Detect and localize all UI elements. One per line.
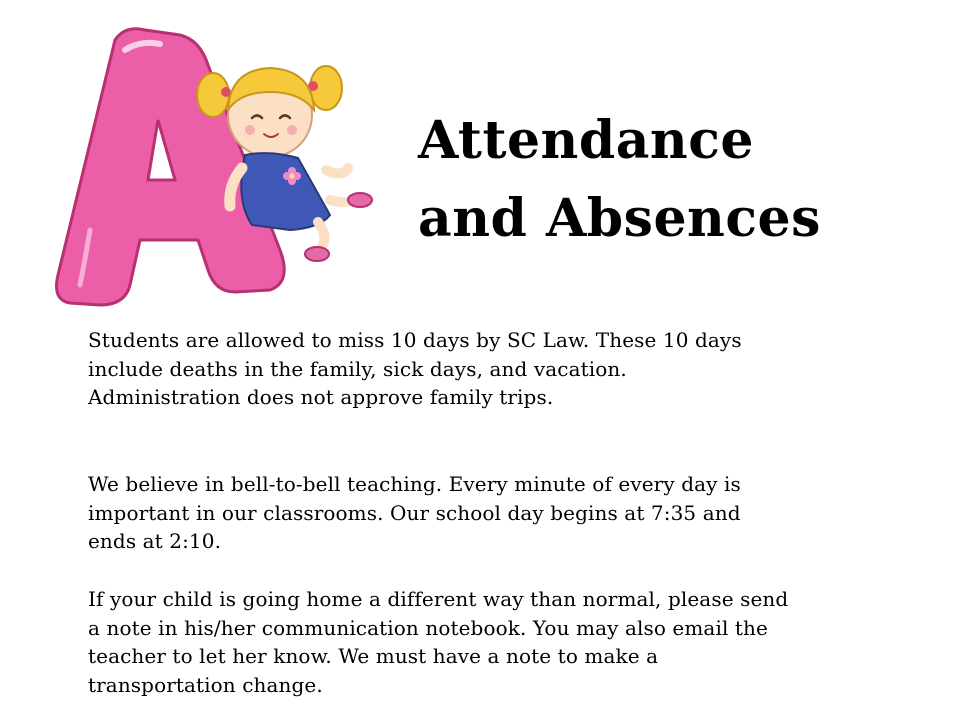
school-day-paragraph	[88, 470, 908, 556]
paragraph-line: important in our classrooms. Our school day begins at 7:35 and	[88, 500, 741, 525]
paragraph-line: If your child is going home a different way than normal, please send	[88, 587, 789, 611]
paragraph-line: We believe in bell-to-bell teaching. Every minute of every day is	[88, 472, 741, 496]
paragraph-line: transportation change.	[88, 672, 323, 697]
title-line-2: and Absences	[418, 188, 821, 249]
paragraph-line: include deaths in the family, sick days, and vacation.	[88, 356, 627, 381]
absence-policy-paragraph	[88, 326, 908, 412]
transportation-change-paragraph	[88, 585, 908, 699]
paragraph-line: Students are allowed to miss 10 days by SC Law. These 10 days	[88, 328, 742, 352]
paragraph-line: a note in his/her communication notebook. You may also email the	[88, 615, 768, 640]
title-line-1: Attendance	[418, 110, 754, 171]
paragraph-line: ends at 2:10.	[88, 529, 222, 553]
paragraph-line: Administration does not approve family trips.	[88, 385, 554, 409]
letter-a-girl-illustration	[30, 0, 390, 330]
paragraph-line: teacher to let her know. We must have a note to make a	[88, 644, 659, 668]
page-title	[418, 102, 821, 258]
